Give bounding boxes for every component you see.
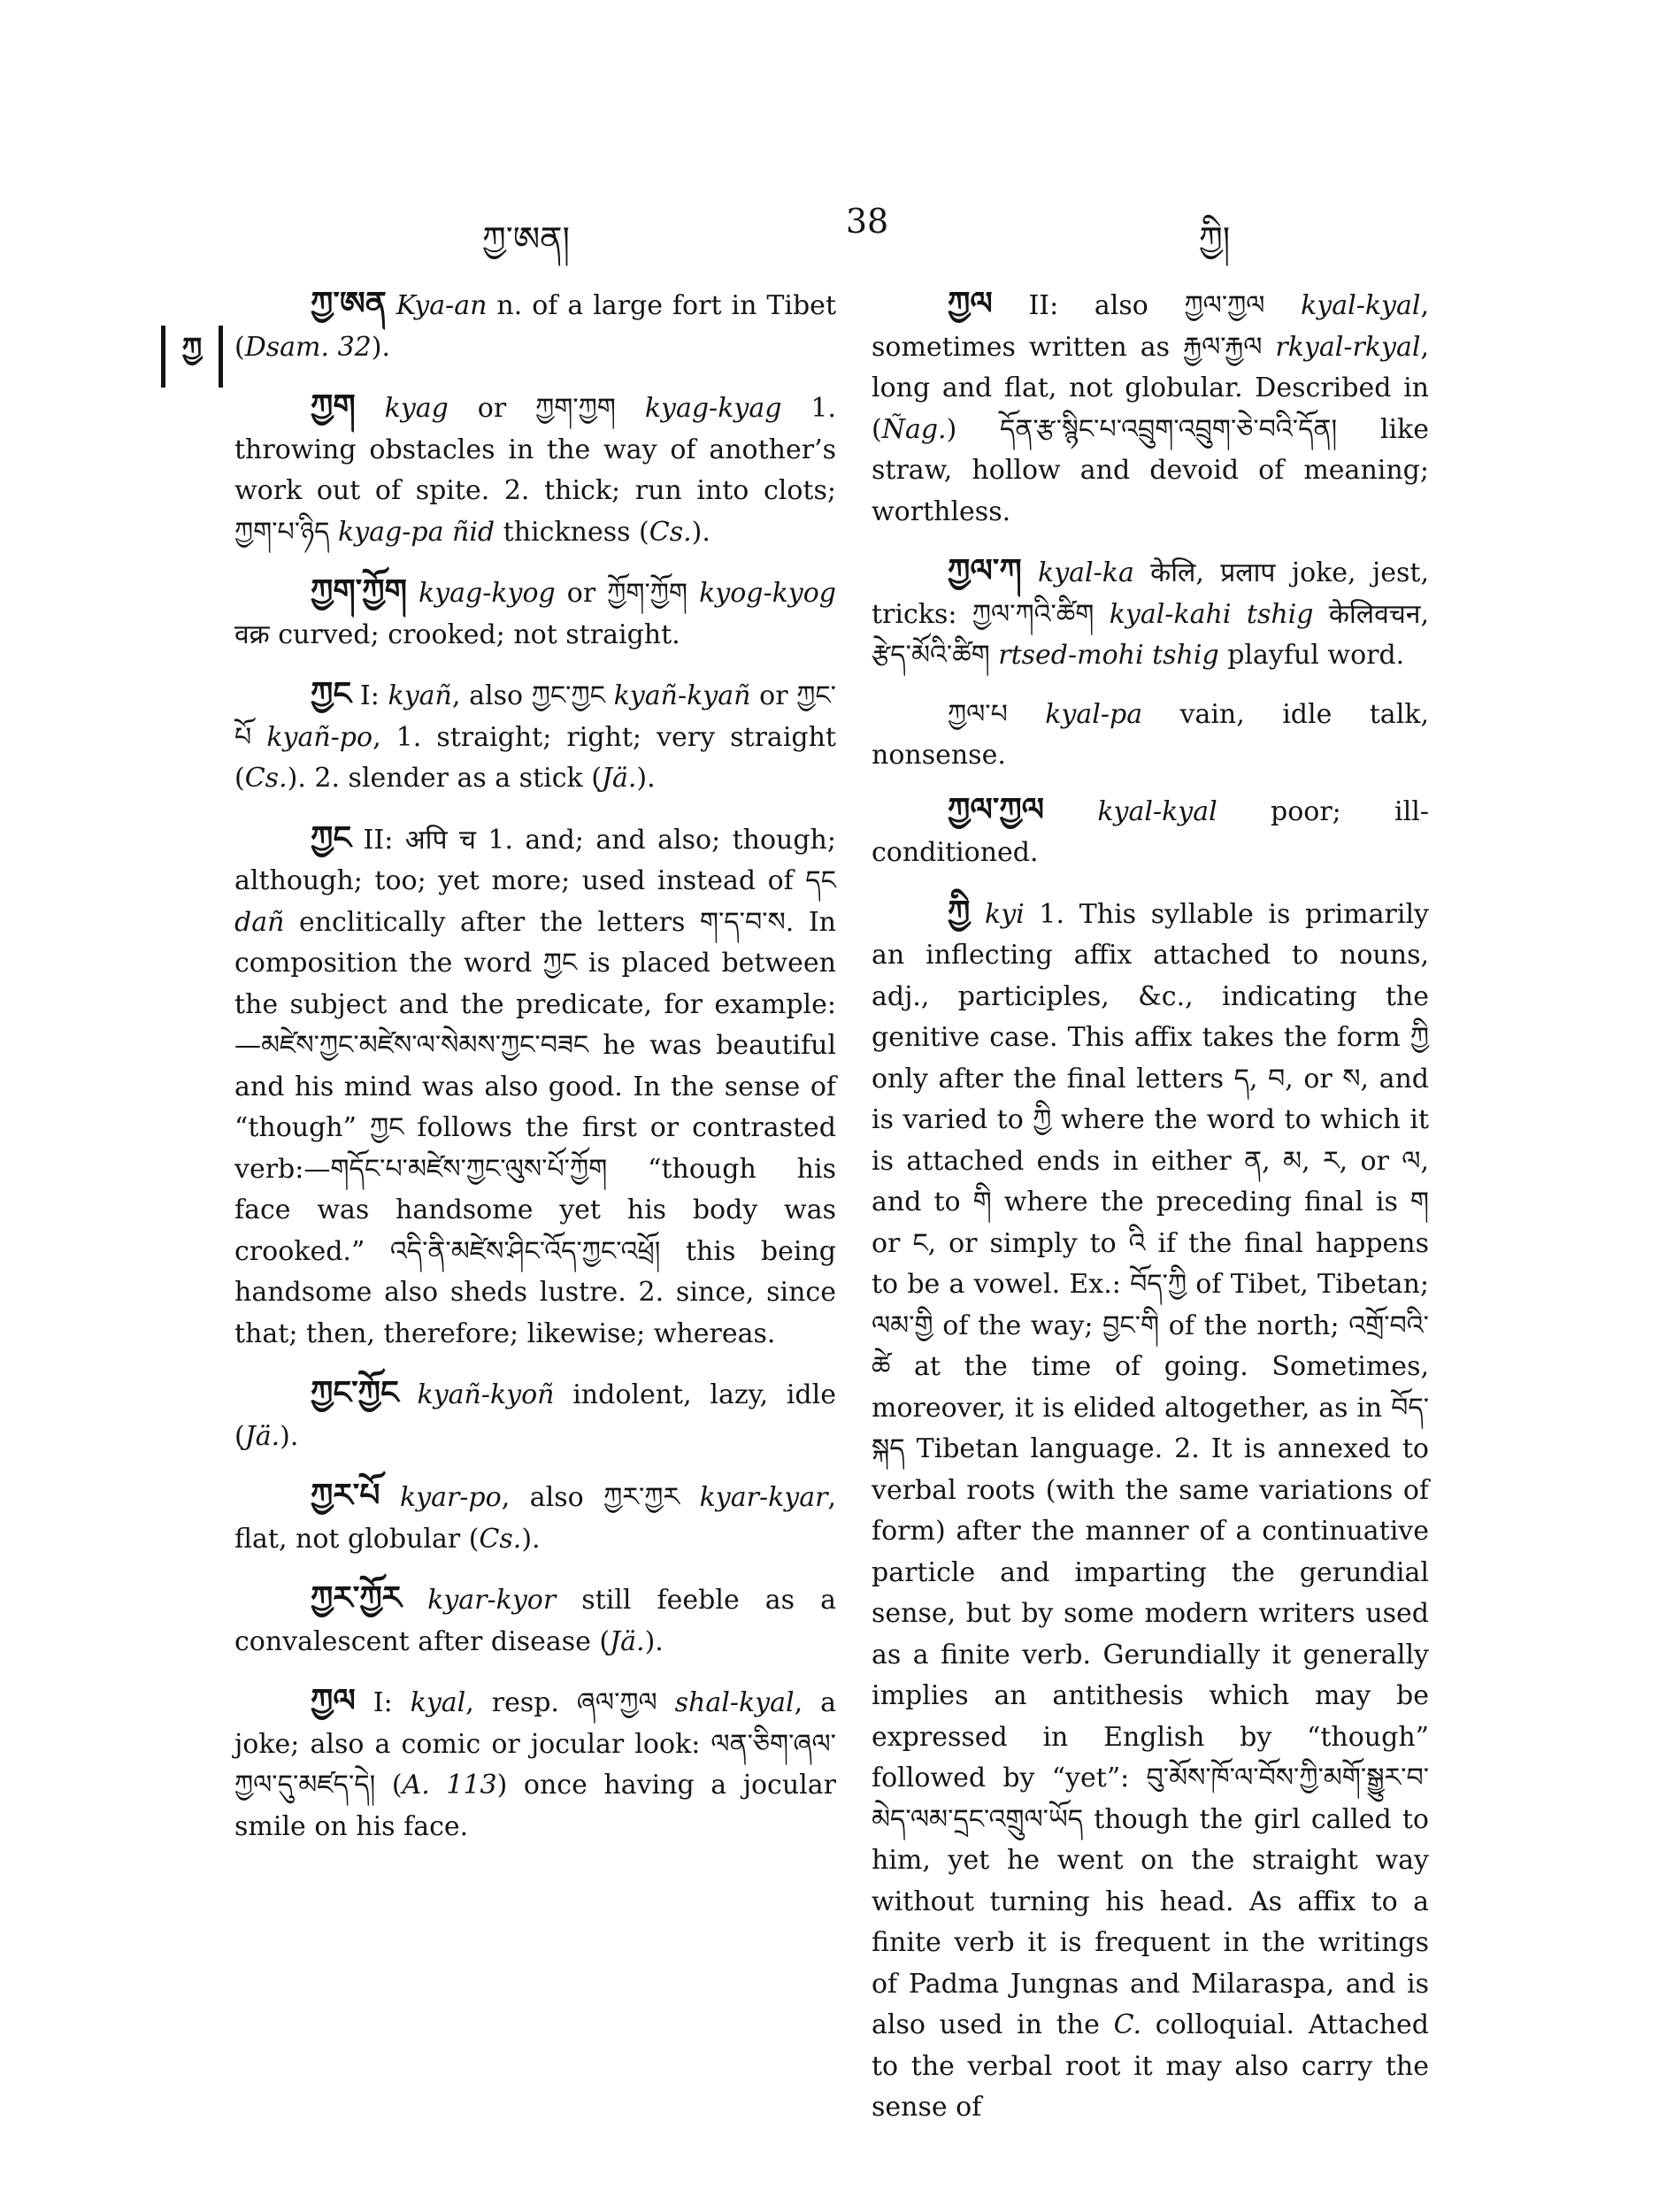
entry-definition: kyar-po, also ཀྱར་ཀྱར kyar-kyar, flat, not globular (Cs.). (234, 1482, 836, 1555)
entry-headword: ཀྱི (948, 893, 971, 931)
dictionary-entry (234, 571, 836, 656)
entry-headword: ཀྱལ་ཀྱལ (948, 790, 1045, 828)
thumb-index-tab (161, 326, 223, 388)
entry-headword: ཀྱལ་ཀ (948, 552, 1022, 589)
entry-definition: ཀྱལ་པ kyal-pa vain, idle talk, nonsense. (872, 698, 1429, 771)
entry-definition: kyañ-kyoñ indolent, lazy, idle (Jä.). (234, 1379, 836, 1452)
dictionary-entry (872, 550, 1429, 677)
dictionary-entry (234, 673, 836, 800)
dictionary-entry (872, 789, 1429, 874)
entry-headword: ཀྱག་ཀྱོག (311, 572, 407, 610)
running-head-left: ཀྱ་ཨན། (482, 219, 570, 258)
entry-definition: I: kyal, resp. ཞལ་ཀྱལ shal-kyal, a joke; also a comic or jocular look: ལན་ཅིག་ཞལ་ཀྱལ་དུ་མཛད་དེ། (A. 113) once having a jocular smile on his face. (234, 1687, 837, 1842)
entry-definition: II: also ཀྱལ་ཀྱལ kyal-kyal, sometimes written as རྐྱལ་རྐྱལ rkyal-rkyal, long and flat, not globular. Described in (Ñag.) དོན་རྩ་སྙིང་པ་འབྲུག་འབྲུག་ཅེ་བའི་དོན། like straw, hollow and devoid of meaning; worthless. (872, 290, 1429, 527)
dictionary-entry (234, 1475, 836, 1560)
running-head-right: ཀྱི། (1199, 219, 1231, 258)
entry-definition: kyi 1. This syllable is primarily an inflecting affix attached to nouns, adj., participles, &c., indicating the genitive case. This affix takes the form ཀྱི only after the final letters ད, བ, or ས, and is varied to ཀྱི where the word to which it is attached ends in either ན, མ, ར, or ལ, and to གི where the preceding final is ག or ང, or simply to འི if the final happens to be a vowel. Ex.: བོད་ཀྱི of Tibet, Tibetan; ལམ་གྱི of the way; བྱང་གི of the north; འགྲོ་བའི་ཚེ at the time of going. Sometimes, moreover, it is elided altogether, as in བོད་སྐད Tibetan language. 2. It is annexed to verbal roots (with the same variations of form) after the manner of a continuative particle and imparting the gerundial sense, but by some modern writers used as a finite verb. Gerundially it generally implies an antithesis which may be expressed in English by “though” followed by “yet”: བུ་མོས་ཁོ་ལ་བོས་ཀྱི་མགོ་སྒྱུར་བ་མེད་ལམ་དྲང་འགྲུལ་ཡོད though the girl called to him, yet he went on the straight way without turning his head. As affix to a finite verb it is frequent in the writings of Padma Jungnas and Milaraspa, and is also used in the C. colloquial. Attached to the verbal root it may also carry the sense of (872, 898, 1429, 2123)
entry-definition: I: kyañ, also ཀྱང་ཀྱང kyañ-kyañ or ཀྱང་པོ kyañ-po, 1. straight; right; very straight (Cs.). 2. slender as a stick (Jä.). (234, 680, 836, 794)
entry-definition: kyal-kyal poor; ill-conditioned. (872, 795, 1429, 868)
entry-definition: kyal-ka केलि, प्रलाप joke, jest, tricks: ཀྱལ་ཀའི་ཚིག kyal-kahi tshig केलिवचन, རྩེད་མོའི་ཚིག rtsed-mohi tshig playful word. (872, 557, 1429, 671)
entry-headword: ཀྱང (311, 675, 352, 712)
dictionary-entry (234, 1680, 836, 1847)
entry-definition: kyag or ཀྱག་ཀྱག kyag-kyag 1. throwing obstacles in the way of another’s work out of spite. 2. thick; run into clots; ཀྱག་པ་ཉིད kyag-pa ñid thickness (Cs.). (234, 393, 836, 548)
entry-headword: ཀྱག (311, 388, 356, 425)
entry-definition: kyag-kyog or ཀྱོག་ཀྱོག kyog-kyog वक्र curved; crooked; not straight. (234, 578, 836, 650)
entry-headword: ཀྱང་ཀྱོང (311, 1374, 399, 1411)
entry-definition: Kya-an n. of a large fort in Tibet (Dsam. 32). (234, 290, 836, 363)
entry-definition: II: अपि च 1. and; and also; though; although; too; yet more; used instead of དང dañ enclitically after the letters ག་ད་བ་ས. In composition the word ཀྱང is placed between the subject and the predicate, for example:—མཛེས་ཀྱང་མཛེས་ལ་སེམས་ཀྱང་བཟང he was beautiful and his mind was also good. In the sense of “though” ཀྱང follows the first or contrasted verb:—གདོང་པ་མཛེས་ཀྱང་ལུས་པོ་ཀྱོག “though his face was handsome yet his body was crooked.” འདི་ནི་མཛེས་ཤིང་འོད་ཀྱང་འཕྲོ། this being handsome also sheds lustre. 2. since, since that; then, therefore; likewise; whereas. (234, 824, 836, 1349)
dictionary-entry (234, 1578, 836, 1663)
dictionary-entry (234, 386, 836, 553)
left-column (234, 283, 836, 1865)
thumb-index-label: ཀྱ (181, 331, 203, 365)
entry-headword: ཀྱ་ཨན (311, 285, 387, 322)
entry-headword: ཀྱར་ཀྱོར (311, 1579, 403, 1617)
dictionary-entry (234, 818, 836, 1356)
right-column (872, 283, 1429, 2147)
dictionary-entry (234, 1372, 836, 1457)
entry-headword: ཀྱང (311, 818, 352, 856)
page-number: 38 (845, 202, 889, 241)
dictionary-entry (872, 283, 1429, 533)
entry-headword: ཀྱལ (311, 1682, 356, 1719)
dictionary-entry (234, 283, 836, 368)
dictionary-entry (872, 695, 1429, 777)
entry-headword: ཀྱལ (948, 285, 993, 322)
entry-headword: ཀྱར་པོ (311, 1477, 380, 1514)
dictionary-entry (872, 892, 1429, 2129)
entry-definition: kyar-kyor still feeble as a convalescent after disease (Jä.). (234, 1585, 836, 1657)
